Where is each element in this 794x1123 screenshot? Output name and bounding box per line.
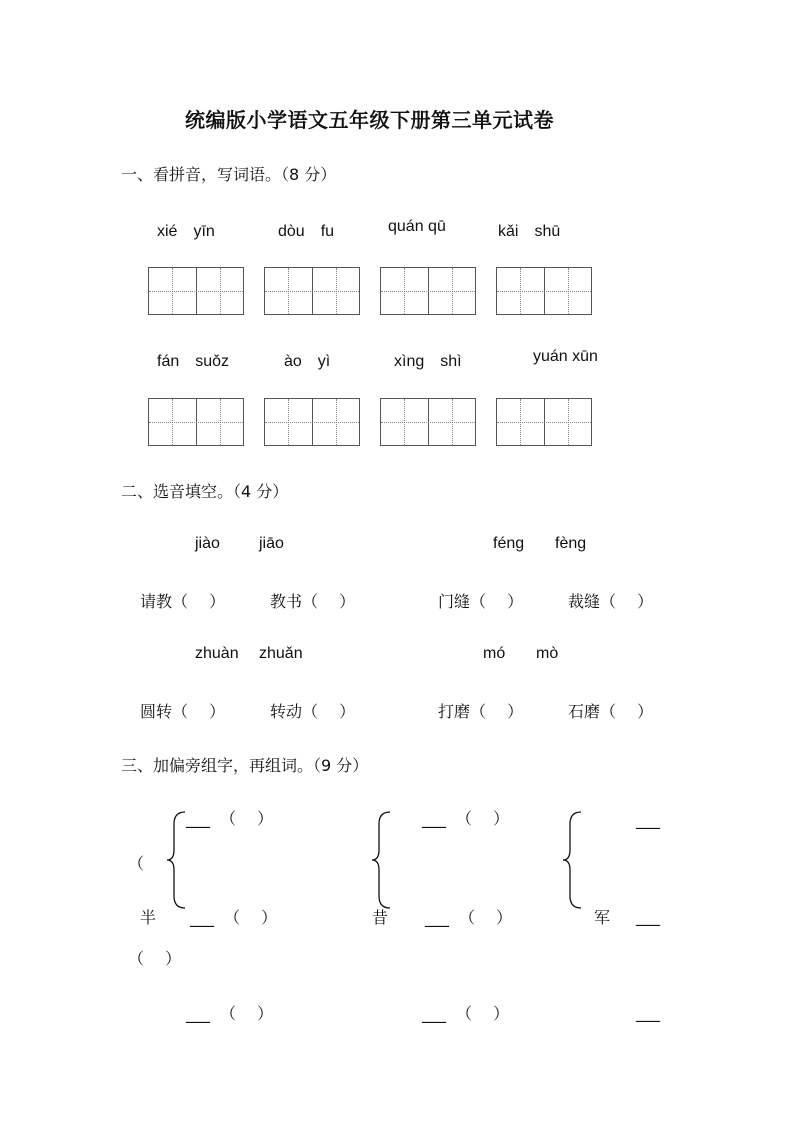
curly-brace <box>370 810 392 910</box>
writing-grid[interactable] <box>148 267 244 315</box>
pinyin-label: xié yīn <box>157 223 215 240</box>
left-paren: （ <box>128 854 145 873</box>
writing-grid[interactable] <box>380 267 476 315</box>
section-2-heading: 二、选音填空。（4 分） <box>121 482 289 501</box>
answer-blank[interactable]: ___ （ ） <box>422 809 510 828</box>
curly-brace <box>561 810 583 910</box>
fill-word[interactable]: 裁缝（ ） <box>568 592 654 611</box>
pinyin-option: mò <box>536 645 559 662</box>
curly-brace <box>165 810 187 910</box>
fill-word[interactable]: 石磨（ ） <box>568 702 654 721</box>
pinyin-label: fán suǒz <box>157 353 230 370</box>
pinyin-label: xìng shì <box>394 353 462 370</box>
answer-blank[interactable]: ___ <box>636 907 660 926</box>
writing-grid[interactable] <box>148 398 244 446</box>
page-title: 统编版小学语文五年级下册第三单元试卷 <box>185 108 554 132</box>
fill-word[interactable]: 圆转（ ） <box>140 702 226 721</box>
pinyin-option: jiāo <box>259 535 284 552</box>
pinyin-label: ào yì <box>284 353 331 370</box>
fill-word[interactable]: 转动（ ） <box>270 702 356 721</box>
base-character: 半 <box>140 908 157 927</box>
pinyin-option: zhuàn <box>195 645 239 662</box>
answer-blank[interactable]: ___ <box>636 1003 660 1022</box>
pinyin-label: kǎi shū <box>498 223 561 240</box>
pinyin-label: quán qū <box>388 218 446 235</box>
fill-word[interactable]: 请教（ ） <box>140 592 226 611</box>
pinyin-option: féng <box>493 535 525 552</box>
answer-blank[interactable]: ___ <box>636 810 660 829</box>
pinyin-label: dòu fu <box>278 223 335 240</box>
base-character: 军 <box>594 908 611 927</box>
writing-grid[interactable] <box>264 267 360 315</box>
writing-grid[interactable] <box>264 398 360 446</box>
fill-word[interactable]: 门缝（ ） <box>438 592 524 611</box>
pinyin-label: yuán xūn <box>533 348 598 365</box>
pinyin-option: fèng <box>555 535 587 552</box>
answer-blank[interactable]: ___ （ ） <box>190 908 278 927</box>
pinyin-option: jiào <box>195 535 220 552</box>
writing-grid[interactable] <box>380 398 476 446</box>
fill-word[interactable]: 教书（ ） <box>270 592 356 611</box>
pinyin-option: zhuǎn <box>259 645 303 662</box>
answer-blank[interactable]: ___ （ ） <box>422 1004 510 1023</box>
answer-paren[interactable]: （ ） <box>128 949 182 968</box>
section-1-heading: 一、看拼音，写词语。（8 分） <box>121 165 337 184</box>
writing-grid[interactable] <box>496 267 592 315</box>
pinyin-option: mó <box>483 645 506 662</box>
fill-word[interactable]: 打磨（ ） <box>438 702 524 721</box>
answer-blank[interactable]: ___ （ ） <box>425 908 513 927</box>
answer-blank[interactable]: ___ （ ） <box>186 1004 274 1023</box>
answer-blank[interactable]: ___ （ ） <box>186 809 274 828</box>
writing-grid[interactable] <box>496 398 592 446</box>
section-3-heading: 三、加偏旁组字，再组词。（9 分） <box>121 756 369 775</box>
base-character: 昔 <box>372 908 389 927</box>
